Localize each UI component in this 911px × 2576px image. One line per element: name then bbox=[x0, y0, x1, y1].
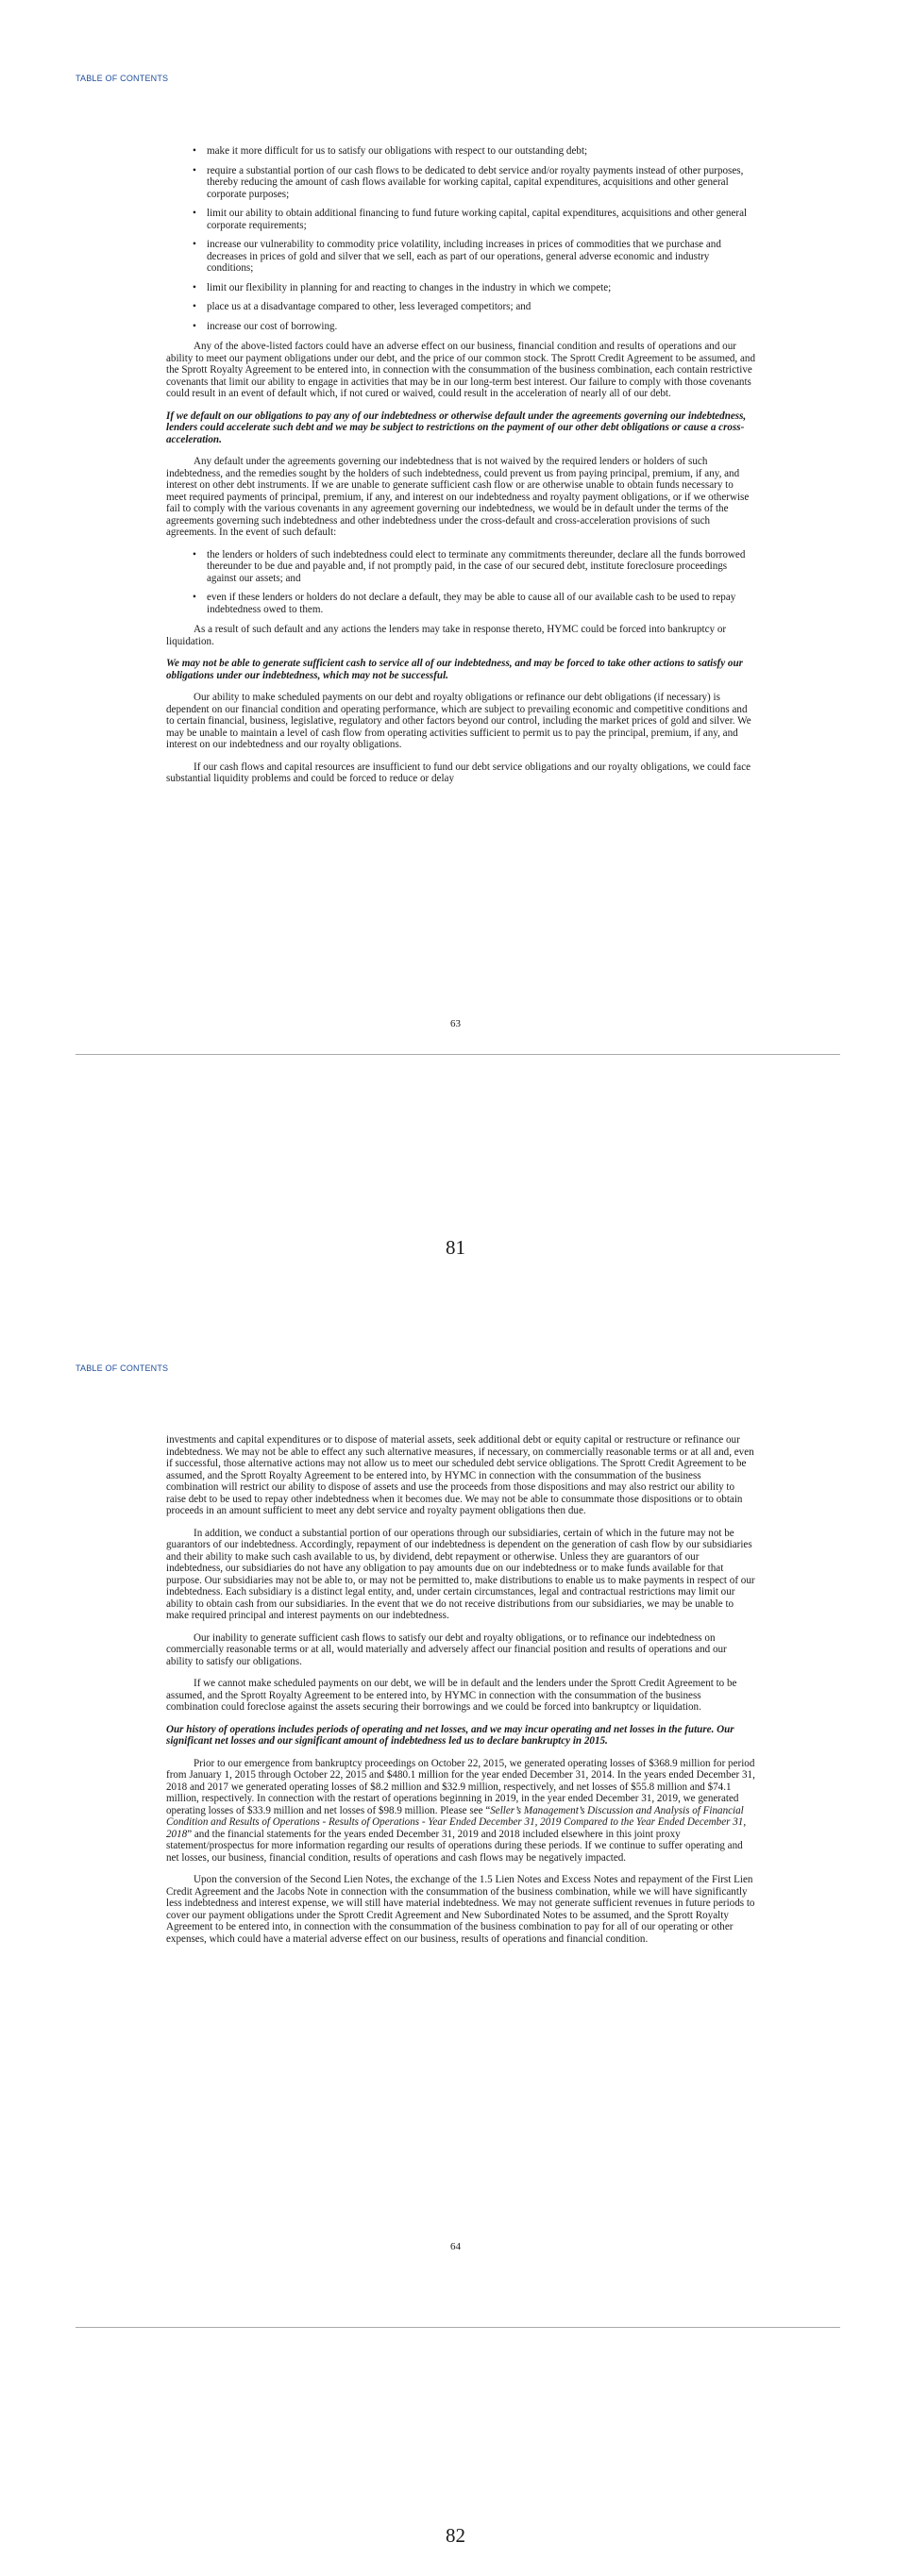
paragraph: Any of the above-listed factors could have an adverse effect on our business, financial condition and results of operations and our ability to meet our payment obligations under our debt, and the price of our common stock. The Sprott Credit Agreement to be assumed, and the Sprott Royalty Agreement to be entered into, in connection with the consummation of the business combination, each contain restrictive covenants that limit our ability to engage in activities that may be in our long-term best interest. Our failure to comply with those covenants could result in an event of default which, if not cured or waived, could result in the acceleration of nearly all of our debt. bbox=[166, 341, 755, 399]
paragraph: If our cash flows and capital resources are insufficient to fund our debt service obligations and our royalty obligations, we could face substantial liquidity problems and could be forced to reduce or delay bbox=[166, 761, 751, 784]
bullet-dot: • bbox=[193, 281, 196, 293]
bullet-dot: • bbox=[193, 145, 196, 157]
bullet-dot: • bbox=[193, 592, 196, 603]
list-item: • limit our ability to obtain additional financing to fund future working capital, capital expenditures, acquisitions and other general corporate requirements; bbox=[193, 208, 748, 231]
table-of-contents-link[interactable]: TABLE OF CONTENTS bbox=[76, 74, 169, 83]
bullet-dot: • bbox=[193, 548, 196, 560]
list-item: • require a substantial portion of our cash flows to be dedicated to debt service and/or royalty payments instead of other purposes, thereby reducing the amount of cash flows available for working capital, capital expenditures, acquisitions and other general corporate purposes; bbox=[193, 164, 744, 200]
paragraph: As a result of such default and any actions the lenders may take in response thereto, HYMC could be forced into bankruptcy or liquidation. bbox=[166, 624, 727, 647]
list-item: • the lenders or holders of such indebtedness could elect to terminate any commitments thereunder, declare all the funds borrowed thereunder to be due and payable and, if not promptly paid, in the case of our secured debt, institute foreclosure proceedings against our assets; and bbox=[193, 548, 746, 584]
default-consequences-list bbox=[166, 549, 755, 616]
section-heading: We may not be able to generate sufficient cash to service all of our indebtedness, and may be forced to take other actions to satisfy our obligations under our indebtedness, which may not be successful. bbox=[166, 658, 743, 681]
paragraph: Any default under the agreements governing our indebtedness that is not waived by the required lenders or holders of such indebtedness, and the remedies sought by the holders of such indebtedness, could prevent us from paying principal, premium, if any, and interest on other debt instruments. If we are unable to generate sufficient cash flow or are otherwise unable to obtain funds necessary to meet required payments of principal, premium, if any, and interest on our indebtedness and royalty payment obligations, or if we otherwise fail to comply with the various covenants in any agreement governing our indebtedness, we would be in default under the terms of the agreements governing such indebtedness and other indebtedness under the cross-default and cross-acceleration provisions of such agreements. In the event of such default: bbox=[166, 456, 750, 538]
table-of-contents-link[interactable]: TABLE OF CONTENTS bbox=[76, 1363, 169, 1373]
bullet-dot: • bbox=[193, 239, 196, 250]
paragraph: If we cannot make scheduled payments on our debt, we will be in default and the lenders under the Sprott Credit Agreement to be assumed, and the Sprott Royalty Agreement to be entered into, by HYMC in connection with the consummation of the business combination could foreclose against the assets securing their borrowings and we could be forced into bankruptcy or liquidation. bbox=[166, 1678, 737, 1713]
page-number: 64 bbox=[450, 2241, 461, 2252]
paragraph: Upon the conversion of the Second Lien Notes, the exchange of the 1.5 Lien Notes and Excess Notes and repayment of the First Lien Credit Agreement and the Jacobs Note in connection with the consummation of the business combination, while we will have significantly less indebtedness and interest expense, we will still have material indebtedness. We may not generate sufficient revenues in future periods to cover our payment obligations under the Sprott Credit Agreement and New Subordinated Notes to be assumed, and the Sprott Royalty Agreement to be entered into, in connection with the consummation of the business combination to pay for all of our operating or other expenses, which could have a material adverse effect on our business, results of operations and financial condition. bbox=[166, 1874, 755, 1945]
paragraph: Our ability to make scheduled payments on our debt and royalty obligations or refinance our debt obligations (if necessary) is dependent on our financial condition and operating performance, which are subject to prevailing economic and competitive conditions and to certain financial, business, legislative, regulatory and other factors beyond our control, including the market prices of gold and silver. We may be unable to maintain a level of cash flow from operating activities sufficient to permit us to pay the principal, premium, if any, and interest on our indebtedness and our royalty obligations. bbox=[166, 692, 751, 750]
bullet-dot: • bbox=[193, 208, 196, 219]
page-divider bbox=[76, 2327, 840, 2328]
pdf-page-number: 81 bbox=[446, 1236, 465, 1259]
page-number: 63 bbox=[450, 1018, 461, 1029]
page-64-body bbox=[166, 1434, 755, 1955]
bullet-dot: • bbox=[193, 301, 196, 312]
paragraph: investments and capital expenditures or to dispose of material assets, seek additional debt or equity capital or restructure or refinance our indebtedness. We may not be able to effect any such alternative measures, if necessary, on commercially reasonable terms or at all and, even if successful, those alternative actions may not allow us to meet our scheduled debt service obligations. The Sprott Credit Agreement to be assumed, and the Sprott Royalty Agreement to be entered into, by HYMC in connection with the consummation of the business combination will restrict our ability to dispose of assets and use the proceeds from those dispositions and may also restrict our ability to raise debt to be used to repay other indebtedness when it becomes due. We may not be able to consummate those dispositions or to obtain proceeds in an amount sufficient to meet any debt service and royalty payment obligations then due. bbox=[166, 1434, 754, 1516]
paragraph: Prior to our emergence from bankruptcy proceedings on October 22, 2015, we generated operating losses of $368.9 million for period from January 1, 2015 through October 22, 2015 and $480.1 million for the year ended December 31, 2014. In the years ended December 31, 2018 and 2017 we generated operating losses of $8.2 million and $32.9 million, respectively, and net losses of $55.8 million and $74.1 million, respectively. In connection with the restart of operations beginning in 2019, in the year ended December 31, 2019, we generated operating losses of $33.9 million and net losses of $98.9 million. Please see “Seller’s Management’s Discussion and Analysis of Financial Condition and Results of Operations - Results of Operations - Year Ended December 31, 2019 Compared to the Year Ended December 31, 2018” and the financial statements for the years ended December 31, 2019 and 2018 included elsewhere in this joint proxy statement/prospectus for more information regarding our results of operations during these periods. If we continue to suffer operating and net losses, our business, financial condition, results of operations and cash flows may be negatively impacted. bbox=[166, 1757, 755, 1864]
list-item: • limit our flexibility in planning for and reacting to changes in the industry in which we compete; bbox=[193, 281, 612, 293]
list-item: • even if these lenders or holders do not declare a default, they may be able to cause all of our available cash to be used to repay indebtedness owed to them. bbox=[193, 592, 736, 615]
paragraph: In addition, we conduct a substantial portion of our operations through our subsidiaries, certain of which in the future may not be guarantors of our indebtedness. Accordingly, repayment of our indebtedness is dependent on the generation of cash flow by our subsidiaries and their ability to make such cash available to us, by dividend, debt repayment or otherwise. Unless they are guarantors of our indebtedness, our subsidiaries do not have any obligation to pay amounts due on our indebtedness or to make funds available for that purpose. Our subsidiaries may not be able to, or may not be permitted to, make distributions to enable us to make payments in respect of our indebtedness. Each subsidiary is a distinct legal entity, and, under certain circumstances, legal and contractual restrictions may limit our ability to obtain cash from our subsidiaries. In the event that we do not receive distributions from our subsidiaries, we may be unable to make required principal and interest payments on our indebtedness. bbox=[166, 1527, 755, 1621]
cross-reference-title: Seller’s Management’s Discussion and Analysis of Financial Condition and Results of Operations - Results of Operations - Year Ended December 31, 2019 Compared to the Year Ended December 31, 2018 bbox=[166, 1804, 747, 1840]
paragraph: Our inability to generate sufficient cash flows to satisfy our debt and royalty obligations, or to refinance our indebtedness on commercially reasonable terms or at all, would materially and adversely affect our financial position and results of operations and our ability to satisfy our obligations. bbox=[166, 1631, 727, 1667]
list-item: • increase our vulnerability to commodity price volatility, including increases in prices of commodities that we purchase and decreases in prices of gold and silver that we sell, each as part of our operations, general adverse economic and industry conditions; bbox=[193, 239, 721, 274]
debt-effects-list bbox=[166, 145, 755, 332]
pdf-page-number: 82 bbox=[446, 2524, 465, 2547]
page-63-body bbox=[166, 145, 755, 795]
bullet-dot: • bbox=[193, 320, 196, 332]
page-divider bbox=[76, 1054, 840, 1055]
section-heading: Our history of operations includes periods of operating and net losses, and we may incur operating and net losses in the future. Our significant net losses and our significant amount of indebtedness led us to declare bankruptcy in 2015. bbox=[166, 1723, 734, 1747]
list-item: • place us at a disadvantage compared to other, less leveraged competitors; and bbox=[193, 301, 531, 312]
section-heading: If we default on our obligations to pay any of our indebtedness or otherwise default under the agreements governing our indebtedness, lenders could accelerate such debt and we may be subject to restrictions on the payment of our other debt obligations or cause a cross-acceleration. bbox=[166, 410, 747, 445]
bullet-dot: • bbox=[193, 164, 196, 176]
list-item: • increase our cost of borrowing. bbox=[193, 320, 338, 332]
list-item: • make it more difficult for us to satisfy our obligations with respect to our outstanding debt; bbox=[193, 145, 588, 157]
